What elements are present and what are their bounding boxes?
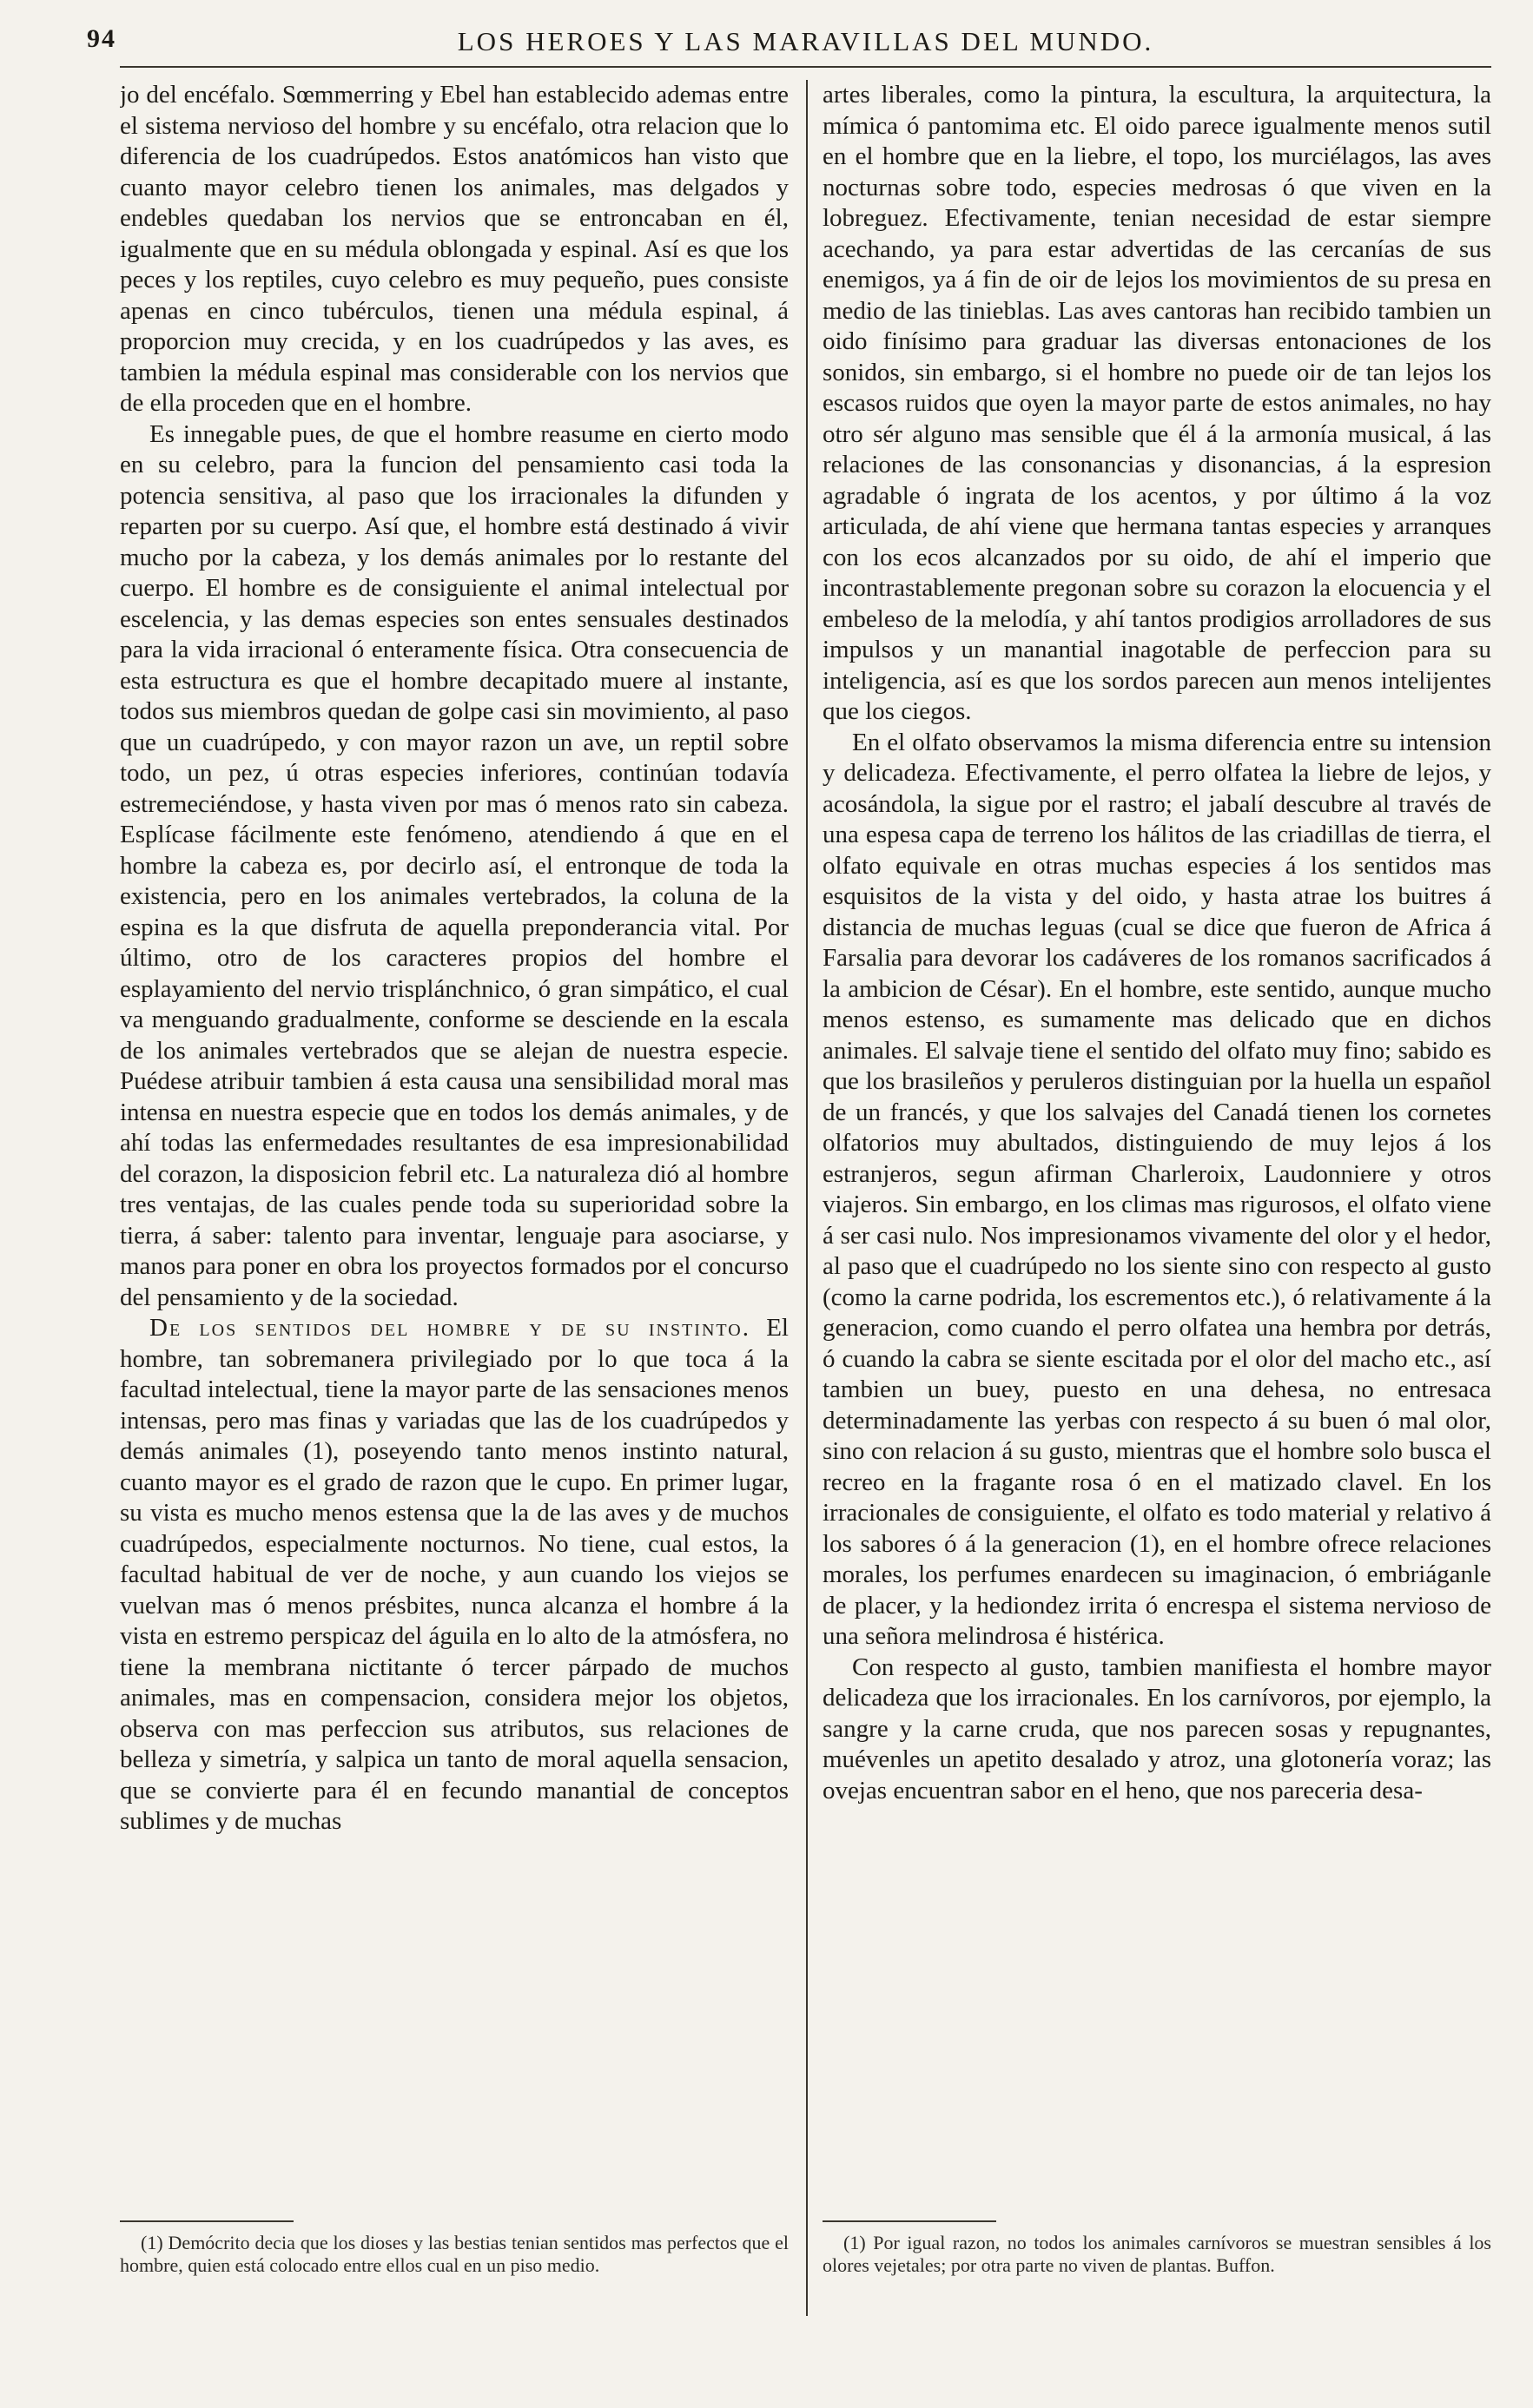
text-columns <box>120 80 1491 2351</box>
left-column-body <box>120 80 789 1837</box>
paragraph: En el olfato observamos la misma diferencia entre su intension y delicadeza. Efectivamente, el perro olfatea la liebre de lejos, y acosándola, la sigue por el rastro; el jabalí descubre al través de una espesa capa de terreno los hálitos de las criadillas de tierra, el olfato equivale en otras muchas especies á los sentidos mas esquisitos de la vista y del oido, y hasta atrae los buitres á distancia de muchas leguas (cual se dice que fueron de Africa á Farsalia para devorar los cadáveres de los romanos sacrificados á la ambicion de César). En el hombre, este sentido, aunque mucho menos estenso, es sumamente mas delicado que en dichos animales. El salvaje tiene el sentido del olfato muy fino; sabido es que los brasileños y peruleros distinguian por la huella un español de un francés, y que los salvajes del Canadá tienen los cornetes olfatorios muy abultados, distinguiendo de muy lejos á los estranjeros, segun afirman Charleroix, Laudonniere y otros viajeros. Sin embargo, en los climas mas rigurosos, el olfato viene á ser casi nulo. Nos impresionamos vivamente del olor y el hedor, al paso que el cuadrúpedo no los siente sino con respecto al gusto (como la carne podrida, los escrementos etc.), ó relativamente á la generacion, como cuando el perro olfatea una hembra por detrás, ó cuando la cabra se siente escitada por el olor del macho etc., así tambien un buey, puesto en una dehesa, no entresaca determinadamente las yerbas con respecto á su buen ó mal olor, sino con relacion á su gusto, mientras que el hombre solo busca el recreo en la fragante rosa ó en el matizado clavel. En los irracionales de consiguiente, el olfato es todo material y relativo á los sabores ó á la generacion (1), en el hombre ofrece relaciones morales, los perfumes enardecen su imaginacion, ó embriáganle de placer, y la hediondez irrita ó encrespa el sistema nervioso de una señora melindrosa é histérica. <box>823 728 1491 1650</box>
paragraph: Con respecto al gusto, tambien manifiesta el hombre mayor delicadeza que los irracionales. En los carnívoros, por ejemplo, la sangre y la carne cruda, que nos parecen sosas y repugnantes, muévenles un apetito desalado y atroz, una glotonería voraz; las ovejas encuentran sabor en el heno, que nos pareceria desa- <box>823 1653 1491 1804</box>
section-text: El hombre, tan sobremanera privilegiado por lo que toca á la facultad intelectual, tiene la mayor parte de las sensaciones menos intensas, pero mas finas y variadas que las de los cuadrúpedos y demás animales (1), poseyendo tanto menos instinto natural, cuanto mayor es el grado de razon que le cupo. En primer lugar, su vista es mucho menos estensa que la de las aves y de muchos cuadrúpedos, especialmente nocturnos. No tiene, cual estos, la facultad habitual de ver de noche, y aun cuando los viejos se vuelvan mas ó menos présbites, nunca alcanza el hombre á la vista en estremo perspicaz del águila en lo alto de la atmósfera, no tiene la membrana nictitante ó tercer párpado de muchos animales, mas en compensacion, considera mejor los objetos, observa con mas perfeccion sus atributos, sus relaciones de belleza y simetría, y salpica un tanto de moral aquella sensacion, que se convierte para él en fecundo manantial de conceptos sublimes y de muchas <box>120 1314 789 1835</box>
left-column <box>120 80 789 2351</box>
footnote-rule <box>823 2220 996 2222</box>
running-head <box>87 19 1491 68</box>
running-title: LOS HEROES Y LAS MARAVILLAS DEL MUNDO. <box>457 26 1154 56</box>
paragraph: jo del encéfalo. Sœmmerring y Ebel han establecido ademas entre el sistema nervioso del hombre y su encéfalo, otra relacion que lo diferencia de los cuadrúpedos. Estos anatómicos han visto que cuanto mayor celebro tienen los animales, mas delgados y endebles quedaban los nervios que se entroncaban en él, igualmente que en su médula oblongada y espinal. Así es que los peces y los reptiles, cuyo celebro es muy pequeño, pues consiste apenas en cinco tubérculos, tienen una médula espinal, á proporcion muy crecida, y en los cuadrúpedos y las aves, es tambien la médula espinal mas considerable con los nervios que de ella proceden que en el hombre. <box>120 81 789 417</box>
section-heading: De los sentidos del hombre y de su instinto. <box>149 1314 750 1342</box>
right-column <box>823 80 1491 2351</box>
paragraph: Es innegable pues, de que el hombre reasume en cierto modo en su celebro, para la funcion del pensamiento casi toda la potencia sensitiva, al paso que los irracionales la difunden y reparten por su cuerpo. Así que, el hombre está destinado á vivir mucho por la cabeza, y los demás animales por lo restante del cuerpo. El hombre es de consiguiente el animal intelectual por escelencia, y las demas especies son entes sensuales destinados para la vida irracional ó enteramente física. Otra consecuencia de esta estructura es que el hombre decapitado muere al instante, todos sus miembros quedan de golpe casi sin movimiento, al paso que un cuadrúpedo, y con mayor razon un ave, un reptil sobre todo, un pez, ú otras especies inferiores, continúan todavía estremeciéndose, y hasta viven por mas ó menos rato sin cabeza. Esplícase fácilmente este fenómeno, atendiendo á que en el hombre la cabeza es, por decirlo así, el entronque de toda la existencia, pero en los animales vertebrados, la coluna de la espina es la que disfruta de aquella preponderancia vital. Por último, otro de los caracteres propios del hombre el esplayamiento del nervio trisplánchnico, ó gran simpático, el cual va menguando gradualmente, conforme se desciende en la escala de los animales vertebrados que se alejan de nuestra especie. Puédese atribuir tambien á esta causa una sensibilidad moral mas intensa en nuestra especie que en todos los demás animales, y de ahí todas las enfermedades resultantes de esa impresionabilidad del corazon, la disposicion febril etc. La naturaleza dió al hombre tres ventajas, de las cuales pende toda su superioridad sobre la tierra, á saber: talento para inventar, lenguaje para asociarse, y manos para poner en obra los proyectos formados por el concurso del pensamiento y de la sociedad. <box>120 419 789 1311</box>
section-paragraph <box>120 1313 789 1837</box>
footnote: (1) Por igual razon, no todos los animales carnívoros se muestran sensibles á los olores vejetales; por otra parte no viven de plantas. Buffon. <box>823 2232 1491 2276</box>
footnote: (1) Demócrito decia que los dioses y las bestias tenian sentidos mas perfectos que el hombre, quien está colocado entre ellos cual en un piso medio. <box>120 2232 789 2276</box>
right-column-body <box>823 80 1491 1806</box>
column-divider <box>806 80 808 2316</box>
footnote-rule <box>120 2220 294 2222</box>
page-number: 94 <box>87 24 116 53</box>
paragraph: artes liberales, como la pintura, la escultura, la arquitectura, la mímica ó pantomima etc. El oido parece igualmente menos sutil en el hombre que en la liebre, el topo, los murciélagos, las aves nocturnas sobre todo, especies medrosas ó que viven en la lobreguez. Efectivamente, tenian necesidad de estar siempre acechando, ya para estar advertidas de las cercanías de sus enemigos, ya á fin de oir de lejos los movimientos de su presa en medio de las tinieblas. Las aves cantoras han recibido tambien un oido finísimo para graduar las diversas entonaciones de los sonidos, sin embargo, si el hombre no puede oir de tan lejos los escasos ruidos que oyen la mayor parte de estos animales, no hay otro sér alguno mas sensible que él á la armonía musical, á las relaciones de las consonancias y disonancias, á la espresion agradable ó ingrata de los acentos, y por último á la voz articulada, de ahí viene que hermana tantas especies y arranques con los ecos alcanzados por su oido, de ahí el imperio que incontrastablemente pregonan sobre su corazon la elocuencia y el embeleso de la melodía, y ahí tantos prodigios arrolladores de sus impulsos y un manantial inagotable de perfeccion para su inteligencia, así es que los sordos parecen aun menos intelijentes que los ciegos. <box>823 81 1491 725</box>
